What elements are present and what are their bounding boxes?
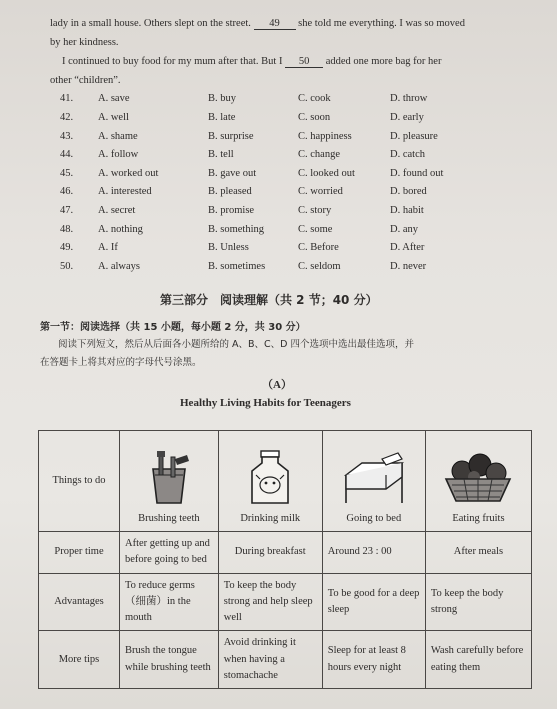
question-48: 48. A. nothing B. something C. some D. any	[60, 224, 418, 235]
fruit-basket-icon	[440, 449, 516, 507]
question-46: 46. A. interested B. pleased C. worried D. bored	[60, 186, 427, 197]
part-label: （A）	[262, 379, 292, 391]
row-label: Things to do	[39, 431, 120, 532]
table-cell: To keep the body strong and help sleep well	[218, 573, 322, 631]
activity-label: Brushing teeth	[138, 512, 200, 524]
instruction-line-1: 阅读下列短文，然后从后面各小题所给的 A、B、C、D 四个选项中选出最佳选项，并	[58, 339, 415, 350]
row-label: More tips	[39, 631, 120, 689]
activity-label: Drinking milk	[240, 512, 301, 524]
table-cell: Avoid drinking it when having a stomachache	[218, 631, 322, 689]
table-row	[39, 573, 532, 631]
activity-label: Eating fruits	[452, 512, 505, 524]
question-43: 43. A. shame B. surprise C. happiness D. pleasure	[60, 131, 438, 142]
activity-cell	[425, 431, 531, 532]
table-row	[39, 431, 532, 532]
row-label: Proper time	[39, 532, 120, 574]
activity-cell	[218, 431, 322, 532]
table-cell: To be good for a deep sleep	[322, 573, 425, 631]
passage-line-1: lady in a small house. Others slept on the street. 49 she told me everything. I was so moved	[50, 18, 465, 29]
table-cell: After meals	[425, 532, 531, 574]
toothbrush-cup-icon	[141, 449, 197, 507]
bed-icon	[340, 449, 408, 507]
question-44: 44. A. follow B. tell C. change D. catch	[60, 149, 425, 160]
table-cell: During breakfast	[218, 532, 322, 574]
passage-line-2: by her kindness.	[50, 37, 119, 48]
table-cell: To reduce germs（细菌）in the mouth	[120, 573, 219, 631]
table-title: Healthy Living Habits for Teenagers	[180, 397, 351, 409]
blank-50: 50	[285, 56, 323, 68]
table-cell: To keep the body strong	[425, 573, 531, 631]
activity-label: Going to bed	[346, 512, 402, 524]
activity-cell	[322, 431, 425, 532]
question-47: 47. A. secret B. promise C. story D. habit	[60, 205, 424, 216]
blank-49: 49	[254, 18, 296, 30]
subsection-title: 第一节：阅读选择（共 15 小题，每小题 2 分，共 30 分）	[40, 322, 306, 333]
milk-bottle-icon	[244, 449, 296, 507]
table-cell: Sleep for at least 8 hours every night	[322, 631, 425, 689]
instruction-line-2: 在答题卡上将其对应的字母代号涂黑。	[40, 357, 202, 368]
table-row	[39, 532, 532, 574]
passage-line-4: other “children”.	[50, 75, 121, 86]
question-49: 49. A. If B. Unless C. Before D. After	[60, 242, 425, 253]
activity-cell	[120, 431, 219, 532]
row-label: Advantages	[39, 573, 120, 631]
habits-table	[38, 430, 532, 689]
question-42: 42. A. well B. late C. soon D. early	[60, 112, 424, 123]
section-title: 第三部分 阅读理解（共 2 节；40 分）	[160, 293, 378, 307]
question-50: 50. A. always B. sometimes C. seldom D. never	[60, 261, 427, 272]
passage-line-3: I continued to buy food for my mum after that. But I 50 added one more bag for her	[62, 56, 442, 67]
table-cell: Brush the tongue while brushing teeth	[120, 631, 219, 689]
table-cell: After getting up and before going to bed	[120, 532, 219, 574]
question-41: 41. A. save B. buy C. cook D. throw	[60, 93, 428, 104]
table-row	[39, 631, 532, 689]
table-cell: Around 23 : 00	[322, 532, 425, 574]
table-cell: Wash carefully before eating them	[425, 631, 531, 689]
question-45: 45. A. worked out B. gave out C. looked out D. found out	[60, 168, 444, 179]
